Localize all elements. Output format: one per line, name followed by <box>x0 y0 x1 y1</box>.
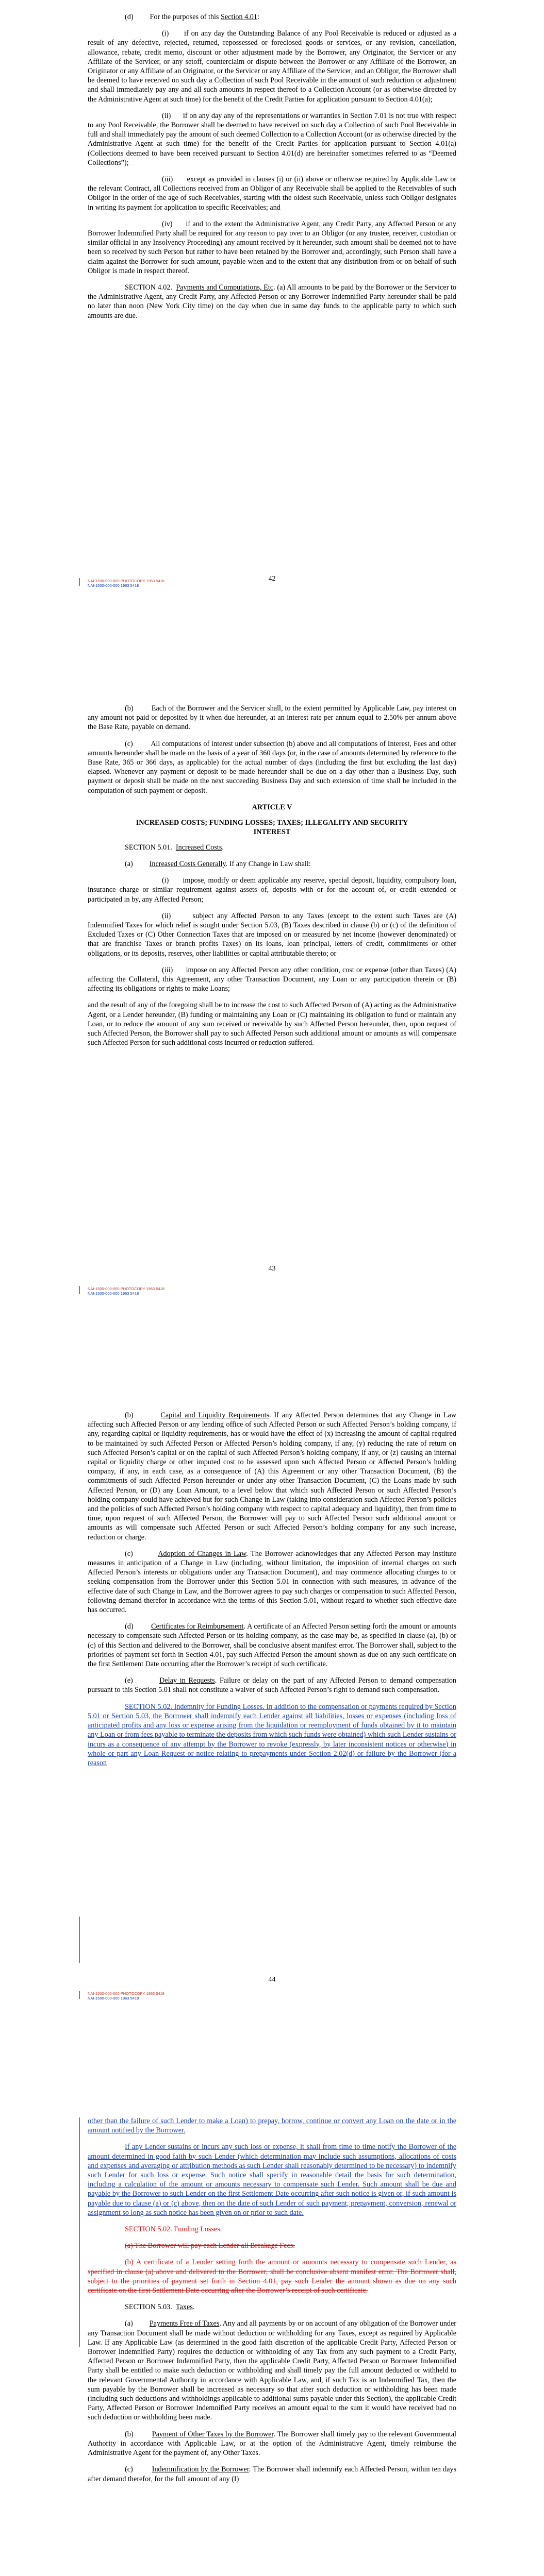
para-5-03-b: (b) Payment of Other Taxes by the Borrower. The Borrower shall timely pay to the relevant Governmental Authority in accordance with Applicable Law, or at the option of the Administrative Agent, timely reimburse the Administrative Agent for the payment of, any Other Taxes. <box>88 2430 456 2458</box>
para-4-01-d: (d) For the purposes of this Section 4.01: <box>125 13 259 21</box>
section-4-02: SECTION 4.02. Payments and Computations, Etc. (a) All amounts to be paid by the Borrower or the Servicer to the Administrative Agent, any Credit Party, any Affected Person or any Borrower Indemnified Party hereunder shall be paid no later than noon (New York City time) on the day when due in same day funds to the applicable party to which such amounts are due. <box>88 283 457 320</box>
para-5-01-a-i: (i) impose, modify or deem applicable any reserve, special deposit, liquidity, compulsory loan, insurance charge or similar requirement against assets of, deposits with or for the account of, or credit extended or participated in by, any Affected Person; <box>88 876 456 904</box>
footer-43: NAI-1500-000-000 PHOTOCOPY 1963 5418 NAI-1500-000-000 1963 5418 <box>88 1286 164 1296</box>
para-5-01-b: (b) Capital and Liquidity Requirements. If any Affected Person determines that any Change in Law affecting such Affected Person or any lending office of such Affected Person or such Affected Person’s holding company, if any, regarding capital or liquidity requirements, has or would have the effect of (x) increasing the amount of capital required to be maintained by such Affected Person or Affected Person’s holding company, if any, (y) reducing the rate of return on such Affected Person’s capital or on the capital of such Affected Person’s holding company, if any, or (z) causing an internal capital or liquidity charge or other imputed cost to be assessed upon such Affected Person or Affected Person’s holding company, if any, in each case, as a consequence of (A) this Agreement or any other Transaction Document, (B) the commitments of such Affected Person hereunder or under any other Transaction Document, (C) the Loans made by such Affected Person, or (D) any Loan Amount, to a level below that which such Affected Person or such Affected Person’s holding company could have achieved but for such Change in Law (taking into consideration such Affected Person’s policies and the policies of such Affected Person’s holding company with respect to capital adequacy and liquidity), then from time to time, upon request of such Affected Person, the Borrower will pay to such Affected Person such additional amount or amounts as will compensate such Affected Person or such Affected Person’s holding company for any such increase, reduction or charge. <box>88 1411 456 1541</box>
page-number-44: 44 <box>268 1976 276 1984</box>
para-5-01-a-ii: (ii) subject any Affected Person to any Taxes (except to the extent such Taxes are (A) Indemnified Taxes for which relief is sought under Section 5.03, (B) Taxes described in clause (b) or (c) of the definition of Excluded Taxes or (C) Other Connection Taxes that are imposed on or measured by net income (however denominated) or that are franchise Taxes or branch profits Taxes) on its loans, loan principal, letters of credit, commitments or other obligations, or its deposits, reserves, other liabilities or capital attributable thereto; or <box>88 911 457 958</box>
deleted-section-heading: SECTION 5.02. Funding Losses. <box>125 2225 222 2234</box>
page-42 <box>0 12 544 328</box>
inserted-notice-paragraph: If any Lender sustains or incurs any such loss or expense, it shall from time to time notify the Borrower of the amount determined in good faith by such Lender (which determination may include such assumptions, allocations of costs and expenses and averaging or attribution methods as such Lender shall reasonably determined to be necessary) to indemnify such Lender for such loss or expense. Such notice shall specify in reasonable detail the basis for such determination, including a calculation of the amount or amounts necessary to compensate such Lender. Such amount shall be due and payable by the Borrower to such Lender on the first Settlement Date occurring after such notice is given or, if such amount is payable due to clause (a) or (c) above, then on the date of such Lender of such payment, prepayment, conversion, renewal or assignment so long as such notice has been given on or prior to such date. <box>88 2143 456 2217</box>
para-4-01-d-iii: (iii) except as provided in clauses (i) or (ii) above or otherwise required by Applicable Law or the relevant Contract, all Collections received from an Obligor of any Receivable shall be applied to the Receivables of such Obligor in the order of the age of such Receivables, starting with the oldest such Receivable, unless such Obligor designates in writing its payment for application to specific Receivables; and <box>88 175 457 212</box>
section-5-03-heading: SECTION 5.03. Taxes. <box>125 2303 195 2312</box>
article-title: INCREASED COSTS; FUNDING LOSSES; TAXES; ILLEGALITY AND SECURITY INTEREST <box>136 818 408 836</box>
section-5-01-heading: SECTION 5.01. Increased Costs. <box>125 843 224 852</box>
change-bar <box>79 1991 80 1999</box>
para-5-01-tail: and the result of any of the foregoing shall be to increase the cost to such Affected Person of (A) acting as the Administrative Agent, or a Lender hereunder, (B) funding or maintaining any Loan or (C) maintaining its obligation to fund or maintain any Loan, or to reduce the amount of any sum received or receivable by such Affected Person hereunder, then, upon request of such Affected Person, the Borrower shall pay to such Affected Person such additional amount or amounts as will compensate such Affected Person for such additional costs incurred or reduction suffered. <box>88 1001 456 1047</box>
para-4-02-b: (b) Each of the Borrower and the Servicer shall, to the extent permitted by Applicable Law, pay interest on any amount not paid or deposited by it when due hereunder, at an interest rate per annum equal to 2.50% per annum above the Base Rate, payable on demand. <box>88 704 456 732</box>
article-heading: ARTICLE V <box>252 803 292 811</box>
page-44 <box>0 1411 544 1775</box>
footer-42: NAI-1500-000-000 PHOTOCOPY 1963 5418 NAI-1500-000-000 1963 5418 <box>88 579 164 588</box>
para-5-01-a-iii: (iii) impose on any Affected Person any other condition, cost or expense (other than Taxes) (A) affecting the Collateral, this Agreement, any other Transaction Document, any Loan or any participation therein or (B) affecting its obligations or rights to make Loans; <box>88 965 456 993</box>
para-5-01-c: (c) Adoption of Changes in Law. The Borrower acknowledges that any Affected Person may institute measures in anticipation of a Change in Law (including, without limitation, the imposition of internal charges on such Affected Person’s interests or obligations under any Transaction Document), and may commence allocating charges to or seeking compensation from the Borrower under this Section 5.01 in connection with such measures, in advance of the effective date of such Change in Law, and the Borrower agrees to pay such charges or compensation to such Affected Person, following demand therefor in accordance with the terms of this Section 5.01, without regard to whether such effective date has occurred. <box>88 1549 456 1615</box>
para-4-01-d-iv: (iv) if and to the extent the Administrative Agent, any Credit Party, any Affected Person or any Borrower Indemnified Party shall be required for any reason to pay over to an Obligor (or any trustee, receiver, custodian or similar official in any Insolvency Proceeding) any amount received by it hereunder, such amount shall be deemed not to have been so received by such Person but rather to have been retained by the Borrower and, accordingly, such Person shall have a claim against the Borrower for such amount, payable when and to the extent that any distribution from or on behalf of such Obligor is made in respect thereof. <box>88 219 456 275</box>
page-number-43: 43 <box>268 1265 276 1273</box>
para-5-01-d: (d) Certificates for Reimbursement. A certificate of an Affected Person setting forth the amount or amounts necessary to compensate such Affected Person or its holding company, as the case may be, as specified in clause (a), (b) or (c) of this Section and delivered to the Borrower, shall be conclusive absent manifest error. The Borrower shall, subject to the priorities of payment set forth in Section 4.01, pay such Affected Person the amount shown as due on any such certificate on the first Settlement Date occurring after the Borrower’s receipt of such certificate. <box>88 1622 457 1669</box>
para-4-02-c: (c) All computations of interest under subsection (b) above and all computations of Interest, Fees and other amounts hereunder shall be made on the basis of a year of 360 days (or, in the case of amounts determined by reference to the Base Rate, 365 or 366 days, as applicable) for the actual number of days (including the first but excluding the last day) elapsed. Whenever any payment or deposit to be made hereunder shall be due on a day other than a Business Day, such payment or deposit shall be made on the next succeeding Business Day and such extension of time shall be included in the computation of such payment or deposit. <box>88 739 456 795</box>
para-5-01-e: (e) Delay in Requests. Failure or delay on the part of any Affected Person to demand compensation pursuant to this Section 5.01 shall not constitute a waiver of such Affected Person’s right to demand such compensation. <box>88 1676 456 1694</box>
para-4-01-d-ii: (ii) if on any day any of the representations or warranties in Section 7.01 is not true with respect to any Pool Receivable, the Borrower shall be deemed to have received on such day a Collection of such Pool Receivable in full and shall immediately pay the amount of such deemed Collection to a Collection Account (or as otherwise directed by the Administrative Agent at such time) for the benefit of the Credit Parties for application pursuant to Section 4.01(a) (Collections deemed to have been received pursuant to Section 4.01(d) are hereinafter sometimes referred to as “Deemed Collections”); <box>88 111 456 167</box>
footer-44: NAI-1500-000-000 PHOTOCOPY 1963 5418 NAI-1500-000-000 1963 5418 <box>88 1991 164 2001</box>
para-5-03-c: (c) Indemnification by the Borrower. The Borrower shall indemnify each Affected Person, within ten days after demand therefor, for the full amount of any (I) <box>88 2465 456 2483</box>
para-4-01-d-i: (i) if on any day the Outstanding Balance of any Pool Receivable is reduced or adjusted as a result of any defective, rejected, returned, repossessed or foreclosed goods or services, or any revision, cancellation, allowance, rebate, credit memo, discount or other adjustment made by the Borrower, any Originator, the Servicer or any Affiliate of the Servicer, or any setoff, counterclaim or dispute between the Borrower or any Affiliate of the Borrower, an Originator or any Affiliate of an Originator, or the Servicer or any Affiliate of the Servicer, and an Obligor, the Borrower shall be deemed to have received on such day a Collection of such Pool Receivable in the amount of such reduction or adjustment and shall immediately pay any and all such amounts in respect thereof to a Collection Account (or as otherwise directed by the Administrative Agent at such time) for the benefit of the Credit Parties for application pursuant to Section 4.01(a); <box>88 29 457 104</box>
change-bar <box>79 578 80 586</box>
inserted-continuation: other than the failure of such Lender to make a Loan) to prepay, borrow, continue or convert any Loan on the date or in the amount notified by the Borrower. <box>88 2117 456 2135</box>
deleted-para-a: (a) The Borrower will pay each Lender all Breakage Fees. <box>125 2242 295 2250</box>
deleted-para-b: (b) A certificate of a Lender setting forth the amount or amounts necessary to compensate such Lender, as specified in clause (a) above and delivered to the Borrower, shall be conclusive absent manifest error. The Borrower shall, subject to the priorities of payment set forth in Section 4.01, pay such Lender the amount shown as due on any such certificate on the first Settlement Date occurring after the Borrower’s receipt of such certificate. <box>88 2258 456 2295</box>
para-5-03-a: (a) Payments Free of Taxes. Any and all payments by or on account of any obligation of the Borrower under any Transaction Document shall be made without deduction or withholding for any Taxes, except as required by Applicable Law. If any Applicable Law (as determined in the good faith discretion of the applicable Credit Party, Affected Person or Borrower Indemnified Party) requires the deduction or withholding of any Tax from any such payment to a Credit Party, Affected Person or Borrower Indemnified Party, then the applicable Credit Party, Affected Person or Borrower Indemnified Party shall be entitled to make such deduction or withholding and shall timely pay the full amount deducted or withheld to the relevant Governmental Authority in accordance with Applicable Law, and, if such Tax is an Indemnified Tax, then the sum payable by the Borrower shall be increased as necessary so that after such deduction or withholding has been made (including such deductions and withholdings applicable to additional sums payable under this Section), the applicable Credit Party, Affected Person or Borrower Indemnified Party receives an amount equal to the sum it would have received had no such deduction or withholding been made. <box>88 2319 457 2422</box>
page-45 <box>0 2116 544 2491</box>
para-5-01-a: (a) Increased Costs Generally. If any Change in Law shall: <box>125 860 311 869</box>
change-bar <box>79 1286 80 1294</box>
page-number-42: 42 <box>268 575 276 583</box>
change-bar <box>79 1917 80 1963</box>
page-43 <box>0 704 544 1055</box>
change-bar <box>79 2117 80 2347</box>
inserted-section-5-02: SECTION 5.02. Indemnity for Funding Losses. In addition to the compensation or payments required by Section 5.01 or Section 5.03, the Borrower shall indemnify each Lender against all liabilities, losses or expenses (including loss of anticipated profits and any loss or expense arising from the liquidation or reemployment of funds obtained by it to maintain any Loan or from fees payable to terminate the deposits from which such funds were obtained) which such Lender sustains or incurs as a consequence of any attempt by the Borrower to revoke (expressly, by later inconsistent notices or otherwise) in whole or part any Loan Request or notice relating to prepayments under Section 2.02(d) or failure by the Borrower (for a reason <box>88 1702 456 1767</box>
